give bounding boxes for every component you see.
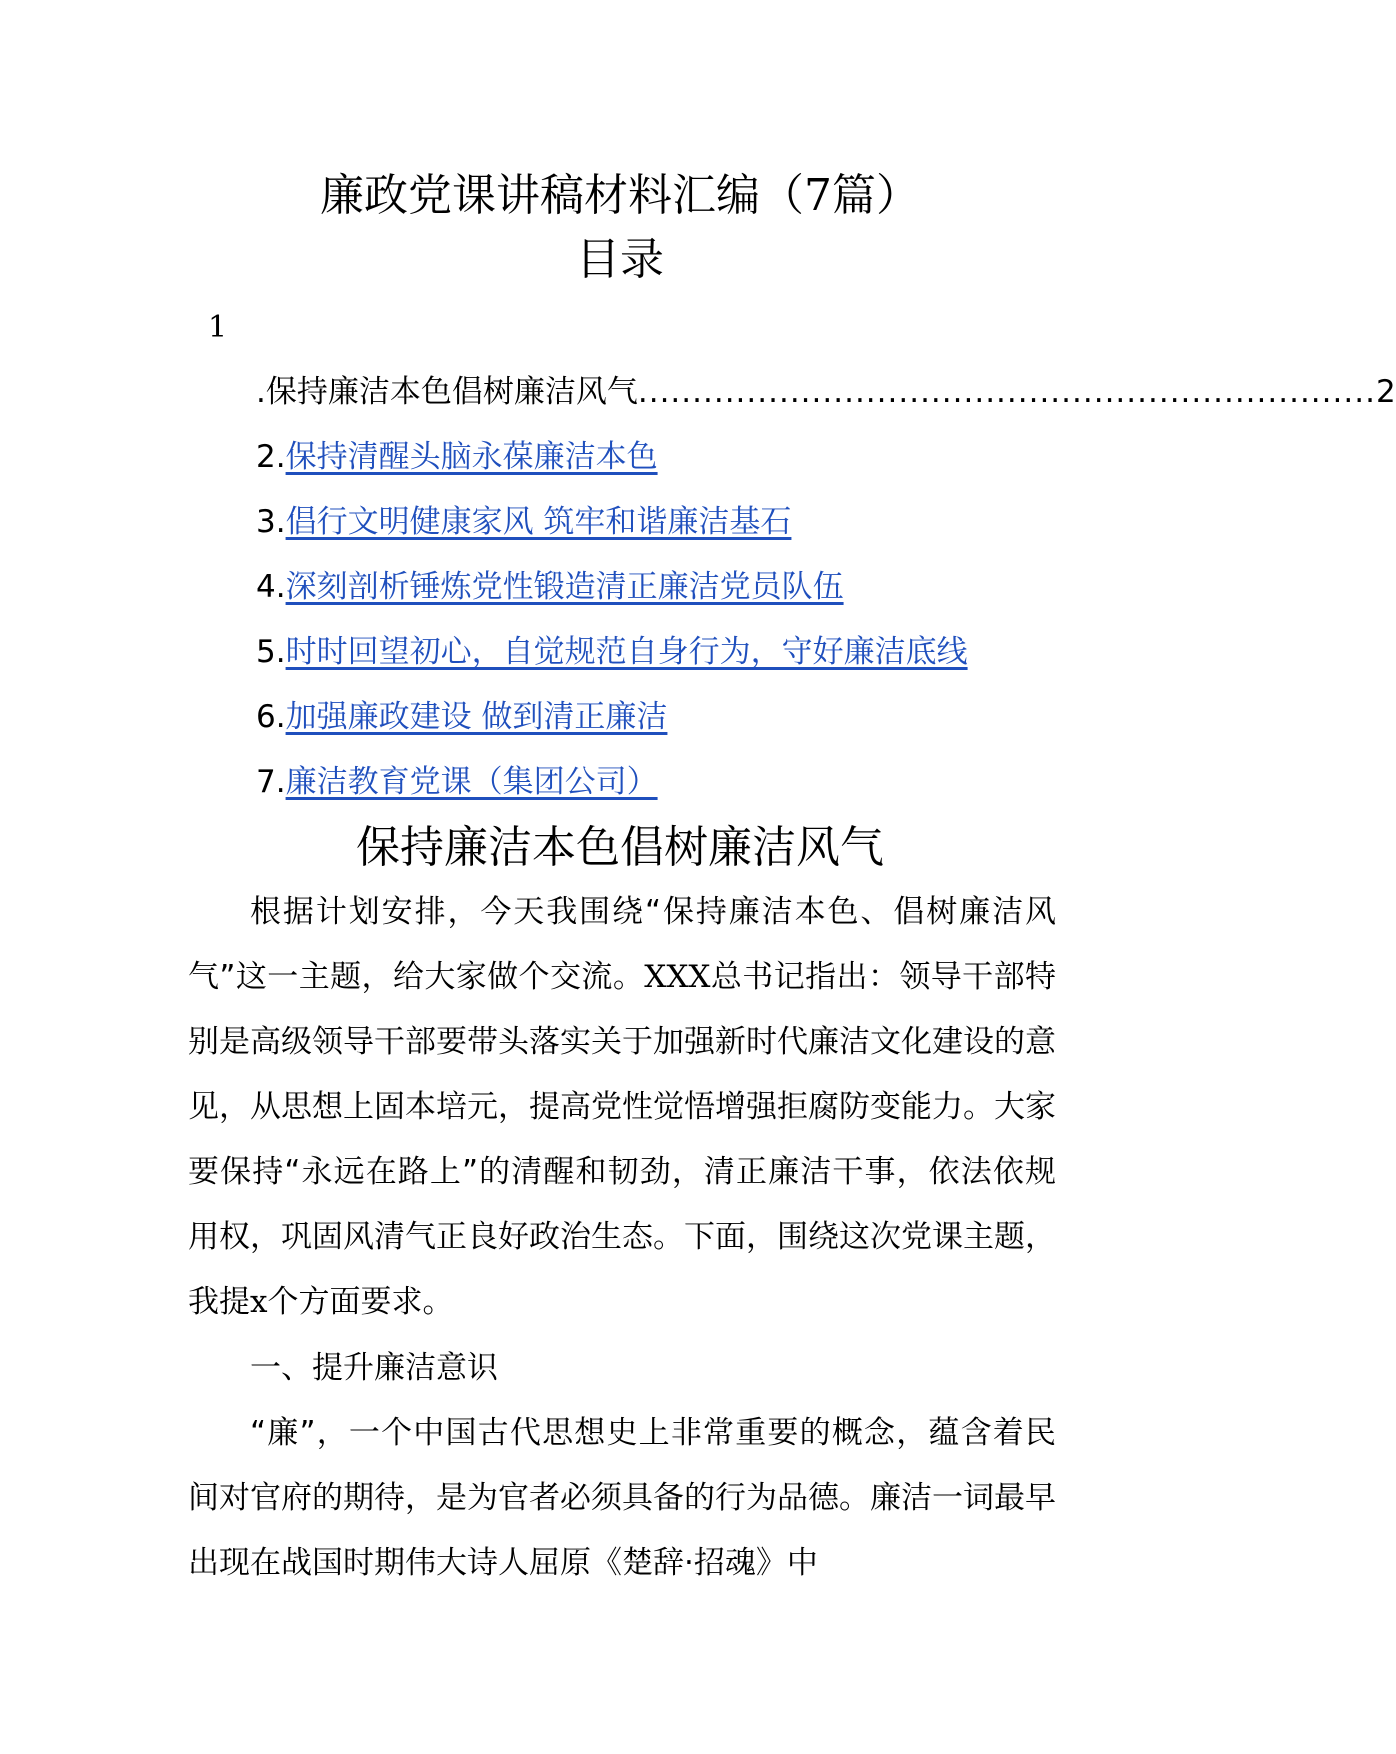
document-title xyxy=(0,168,1240,224)
toc-link-5[interactable]: 时时回望初心，自觉规范自身行为，守好廉洁底线 xyxy=(285,634,968,670)
toc-item-1-text: .保持廉洁本色倡树廉洁风气 xyxy=(256,374,638,410)
toc-link-3[interactable]: 倡行文明健康家风 筑牢和谐廉洁基石 xyxy=(285,504,792,540)
toc-item-6-number: 6. xyxy=(256,699,286,735)
toc-item-5-number: 5. xyxy=(256,634,286,670)
toc-item-1-leader: .................................................................... xyxy=(637,374,1376,410)
toc-item-4-number: 4. xyxy=(256,569,286,605)
toc-link-4[interactable]: 深刻剖析锤炼党性锻造清正廉洁党员队伍 xyxy=(285,569,844,605)
document-title-suffix: 篇） xyxy=(832,170,920,221)
toc-item-2 xyxy=(256,433,1056,498)
article-paragraph-1 xyxy=(188,880,1056,1335)
toc-link-6[interactable]: 加强廉政建设 做到清正廉洁 xyxy=(285,699,668,735)
paragraph-1-x: x xyxy=(250,1284,268,1320)
paragraph-1-part-3: 个方面要求。 xyxy=(267,1284,454,1320)
document-title-main: 廉政党课讲稿材料汇编（ xyxy=(320,170,804,221)
section-heading-1-text: 一、提升廉洁意识 xyxy=(250,1350,498,1386)
section-heading-1 xyxy=(188,1336,1056,1401)
toc-link-2[interactable]: 保持清醒头脑永葆廉洁本色 xyxy=(285,439,658,475)
toc-item-3 xyxy=(256,498,1056,563)
toc-link-7[interactable]: 廉洁教育党课（集团公司） xyxy=(285,764,658,800)
paragraph-1-part-1: 根据计划安排，今天我围绕“保持廉洁本色、倡树廉洁风气”这一主题，给大家做个交流。 xyxy=(188,894,1056,995)
toc-heading: 目录 xyxy=(576,234,664,285)
toc-item-2-number: 2. xyxy=(256,439,286,475)
toc-item-7 xyxy=(256,758,1056,823)
toc-item-1[interactable] xyxy=(256,368,1396,433)
page-marker: 1 xyxy=(208,310,228,345)
toc-item-6 xyxy=(256,693,1056,758)
toc-item-7-number: 7. xyxy=(256,764,286,800)
toc-item-5 xyxy=(256,628,1056,693)
table-of-contents xyxy=(256,368,1396,823)
toc-item-3-number: 3. xyxy=(256,504,286,540)
article-title: 保持廉洁本色倡树廉洁风气 xyxy=(356,822,884,873)
paragraph-1-xxx: XXX xyxy=(644,959,711,995)
paragraph-1-part-2: 总书记指出：领导干部特别是高级领导干部要带头落实关于加强新时代廉洁文化建设的意见，从思想上固本培元，提高党性觉悟增强拒腐防变能力。大家要保持“永远在路上”的清醒和韧劲，清正廉洁干事，依法依规用权，巩固风清气正良好政治生态。下面，围绕这次党课主题，我提 xyxy=(188,959,1057,1320)
article-paragraph-2 xyxy=(188,1401,1056,1596)
toc-item-1-page: 2 xyxy=(1375,374,1396,410)
toc-item-4 xyxy=(256,563,1056,628)
paragraph-2-text: “廉”，一个中国古代思想史上非常重要的概念，蕴含着民间对官府的期待，是为官者必须具备的行为品德。廉洁一词最早出现在战国时期伟大诗人屈原《楚辞·招魂》中 xyxy=(188,1415,1056,1581)
document-title-count: 7 xyxy=(804,170,832,221)
